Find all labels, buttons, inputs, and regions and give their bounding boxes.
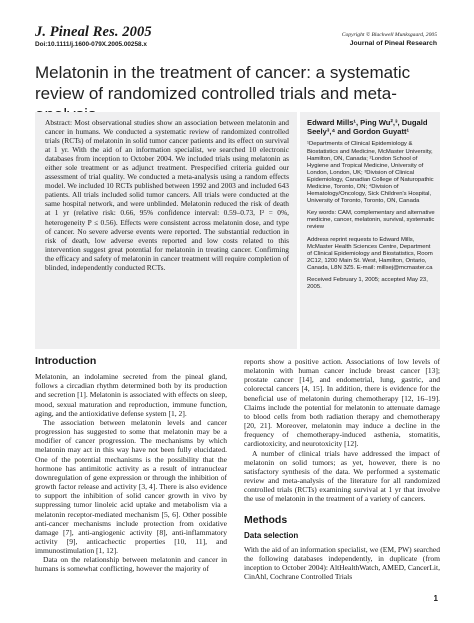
paragraph: With the aid of an information specialist, we (EM, PW) searched the following databases independently, in duplicate (from inception to October 2004): AltHealthWatch, AMED, CancerLit, CinAhl, Cochrane Controlled Trials: [244, 544, 440, 582]
paragraph: reports show a positive action. Associations of low levels of melatonin with human cancer include breast cancer [13]; prostate cancer [14], and endometrial, lung, gastric, and colorectal cancers [4, 15]. In addition, there is evidence for the beneficial use of melatonin during chemotherapy [12, 16–19]. Claims include the potential for melatonin to attenuate damage to blood cells from both radiation therapy and chemotherapy [20, 21]. Moreover, melatonin may induce a decline in the frequency of chemotherapy-induced asthenia, stomatitis, cardiotoxicity, and neurotoxicity [12].: [244, 357, 440, 449]
introduction-heading: Introduction: [35, 355, 97, 367]
journal-title: J. Pineal Res. 2005: [35, 24, 152, 40]
affiliations: ¹Departments of Clinical Epidemiology & Biostatistics and Medicine, McMaster University, Hamilton, ON, Canada; ²London School of Hygiene and Tropical Medicine, University of London, London, UK; ³Division of Clinical Epidemiology, Canadian College of Naturopathic Medicine, Toronto, ON; ⁴Division of Hematology/Oncology, Sick Children's Hospital, University of Toronto, Toronto, ON, Canada: [307, 141, 434, 205]
body-column-left: [35, 357, 227, 574]
paragraph: The association between melatonin levels and cancer progression has suggested to some that melatonin may be a modifier of cancer progression. The mechanisms by which melatonin may act in this way have not been fully elucidated. One of the potential mechanisms is the possibility that the hormone has antimitotic activity as a result of intranuclear downregulation of gene expression or through the inhibition of growth factor release and activity [3, 4]. There is also evidence to support the inhibition of solid cancer growth in vivo by suppressing tumor linoleic acid uptake and metabolism via a melatonin receptor-mediated mechanism [5, 6]. Other possible anti-cancer mechanisms include protection from oxidative damage [7], anti-angiogenic activity [8], anti-inflammatory activity [9], anticachectic properties [10, 11], and immunostimulation [1, 12].: [35, 417, 227, 556]
paragraph: Data on the relationship between melatonin and cancer in humans is somewhat conflicting, however the majority of: [35, 555, 227, 574]
page-number: 1: [433, 594, 438, 603]
author-info-box: [300, 112, 440, 349]
abstract-box: [35, 112, 297, 349]
copyright-notice: Copyright © Blackwell Munksgaard, 2005: [341, 32, 437, 38]
methods-heading: Methods: [244, 513, 288, 526]
data-selection-heading: Data selection: [244, 530, 299, 540]
keywords: Key words: CAM, complementary and alternative medicine, cancer, melatonin, survival, systematic review: [307, 210, 435, 231]
paragraph: Melatonin, an indolamine secreted from the pineal gland, follows a circadian rhythm determined both by its production and secretion [1]. Melatonin is associated with effects on sleep, mood, sexual maturation and reproduction, immune function, aging, and the antioxidative defense system [1, 2].: [35, 372, 227, 418]
author-list: Edward Mills¹, Ping Wu²,³, Dugald Seely³,⁴ and Gordon Guyatt¹: [307, 118, 428, 137]
doi-text: Doi:10.1111/j.1600-079X.2005.00258.x: [35, 41, 147, 48]
abstract-text: Abstract: Most observational studies show an association between melatonin and cancer in humans. We conducted a systematic review of randomized controlled trials (RCTs) of melatonin in solid tumor cancer patients and its effect on survival at 1 yr. With the aid of an information specialist, we searched 10 electronic databases from inception to October 2004. We included trials using melatonin as either sole treatment or as adjunct treatment. Prespecified criteria guided our assessment of trial quality. We conducted a meta-analysis using a random effects model. We included 10 RCTs published between 1992 and 2003 and included 643 patients. All trials included solid tumor cancers. All trials were conducted at the same hospital network, and were unblinded. Melatonin reduced the risk of death at 1 yr (relative risk: 0.66, 95% confidence interval: 0.59–0.73, I² = 0%, heterogeneity P ≤ 0.56). Effects were consistent across melatonin dose, and type of cancer. No severe adverse events were reported. The substantial reduction in risk of death, low adverse events reported and low costs related to this intervention suggest great potential for melatonin in treating cancer. Confirming the efficacy and safety of melatonin in cancer treatment will require completion of blinded, independently conducted RCTs.: [45, 118, 289, 272]
reprint-address: Address reprint requests to Edward Mills, McMaster Health Sciences Centre, Department of Clinical Epidemiology and Biostatistics, Room 2C12, 1200 Main St. West, Hamilton, Ontario, Canada, L8N 3Z5. E-mail: millsej@mcmaster.ca: [307, 236, 433, 271]
received-dates: Received February 1, 2005; accepted May 23, 2005.: [307, 277, 428, 291]
body-column-right: [244, 357, 440, 581]
journal-name: Journal of Pineal Research: [349, 40, 437, 47]
paper-title: Melatonin in the treatment of cancer: a systematic review of randomized controlled trials and meta-: [35, 63, 411, 103]
paragraph: A number of clinical trials have addressed the impact of melatonin on solid tumors; as yet, however, there is no satisfactory synthesis of the data. We performed a systematic review and meta-analysis of the literature for all randomized controlled trials (RCTs) examining survival at 1 yr that involve the use of melatonin in the treatment of a variety of cancers.: [244, 448, 440, 504]
